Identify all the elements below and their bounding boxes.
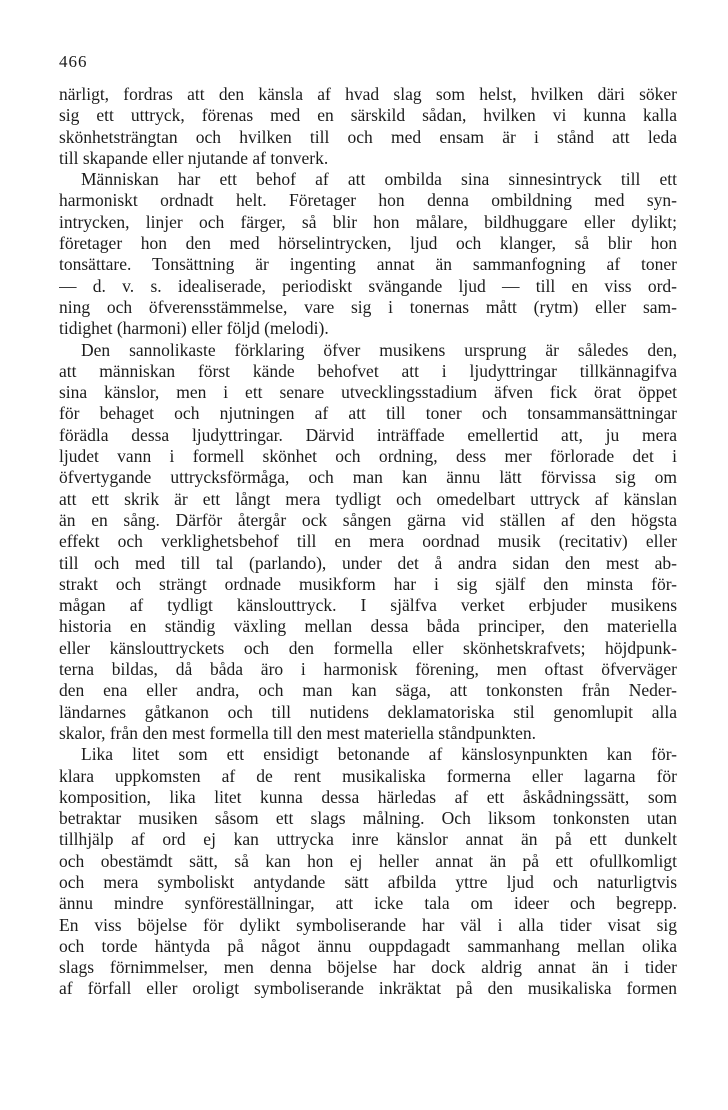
text-line: — d. v. s. idealiserade, periodiskt svängande ljud — till en viss ord-	[59, 275, 677, 296]
text-line: Lika litet som ett ensidigt betonande af känslosynpunkten kan för-	[81, 744, 677, 765]
text-line: den ena eller andra, och man kan säga, att tonkonsten från Neder-	[59, 680, 677, 701]
body-text	[59, 84, 677, 1000]
text-line: klara uppkomsten af de rent musikaliska formerna eller lagarna för	[59, 765, 677, 786]
text-line: slags förnimmelser, men denna böjelse har dock aldrig annat än i tider	[59, 957, 677, 978]
text-line: strakt och strängt ordnade musikform har i sig själf den minsta för-	[59, 573, 677, 594]
page-number: 466	[59, 52, 88, 71]
text-line: historia en ständig växling mellan dessa båda principer, den materiella	[59, 616, 677, 637]
text-line: tidighet (harmoni) eller följd (melodi).	[59, 318, 329, 339]
text-line: att ett skrik är ett långt mera tydligt och omedelbart uttryck af känslan	[59, 488, 677, 509]
text-line: till och med till tal (parlando), under det å andra sidan den mest ab-	[59, 552, 677, 573]
text-line: att människan först kände behofvet att i ljudyttringar tillkännagifva	[59, 360, 677, 381]
text-line: än en sång. Därför återgår ock sången gärna vid ställen af den högsta	[59, 509, 677, 530]
text-line: närligt, fordras att den känsla af hvad slag som helst, hvilken däri söker	[59, 84, 677, 104]
text-line: till skapande eller njutande af tonverk.	[59, 147, 329, 168]
text-line: mågan af tydligt känslouttryck. I själfva verket erbjuder musikens	[59, 595, 677, 616]
text-line: Den sannolikaste förklaring öfver musikens ursprung är således den,	[81, 339, 677, 360]
text-line: öfvertygande uttrycksförmåga, och man kan ännu lätt förvissa sig om	[59, 467, 677, 488]
text-line: betraktar musiken såsom ett slags målning. Och liksom tonkonsten utan	[59, 808, 677, 829]
text-line: för behaget och njutningen af att till toner och tonsammansättningar	[59, 403, 677, 424]
text-line: terna bildas, då båda äro i harmonisk förening, men oftast öfverväger	[59, 659, 677, 680]
text-line: komposition, lika litet kunna dessa härledas af ett åskådningssätt, som	[59, 786, 677, 807]
text-line: harmoniskt ordnadt helt. Företager hon denna ombildning med syn-	[59, 190, 677, 211]
text-line: ljudet vann i formell skönhet och ordning, dess mer förlorade det i	[59, 446, 677, 467]
text-line: skalor, från den mest formella till den mest materiella ståndpunkten.	[59, 722, 537, 743]
text-line: af förfall eller oroligt symboliserande inkräktat på den musikaliska formen	[59, 978, 677, 999]
text-line: En viss böjelse för dylikt symboliserande har väl i alla tider visat sig	[59, 914, 677, 935]
text-line: effekt och verklighetsbehof till en mera oordnad musik (recitativ) eller	[59, 531, 677, 552]
text-line: förädla dessa ljudyttringar. Därvid inträffade emellertid att, ju mera	[59, 424, 677, 445]
text-line: tillhjälp af ord ej kan uttrycka inre känslor annat än på ett dunkelt	[59, 829, 677, 850]
text-line: sig ett uttryck, förenas med en särskild sådan, hvilken vi kunna kalla	[59, 105, 677, 126]
text-line: ännu mindre synföreställningar, att icke tala om ideer och begrepp.	[59, 893, 677, 914]
text-line: och obestämdt sätt, så kan hon ej heller annat än på ett ofullkomligt	[59, 850, 677, 871]
text-line: intrycken, linjer och färger, så blir hon målare, bildhuggare eller dylikt;	[59, 211, 677, 232]
text-line: och mera symboliskt antydande sätt afbilda yttre ljud och naturligtvis	[59, 871, 677, 892]
text-line: ländarnes gåtkanon och till nutidens deklamatoriska stil genomlupit alla	[59, 701, 677, 722]
text-line: eller känslouttryckets och den formella eller skönhetskrafvets; höjdpunk-	[59, 637, 677, 658]
text-line: ning och öfverensstämmelse, vare sig i tonernas mått (rytm) eller sam-	[59, 296, 677, 317]
text-line: tonsättare. Tonsättning är ingenting annat än sammanfogning af toner	[59, 254, 677, 275]
text-line: sina känslor, men i ett senare utvecklingsstadium äfven fick örat öppet	[59, 382, 677, 403]
text-line: och torde häntyda på något ännu ouppdagadt sammanhang mellan olika	[59, 935, 677, 956]
text-line: Människan har ett behof af att ombilda sina sinnesintryck till ett	[81, 169, 677, 190]
text-line: skönhetsträngtan och hvilken till och med ensam är i stånd att leda	[59, 126, 677, 147]
text-line: företager hon den med hörselintrycken, ljud och klanger, så blir hon	[59, 233, 677, 254]
